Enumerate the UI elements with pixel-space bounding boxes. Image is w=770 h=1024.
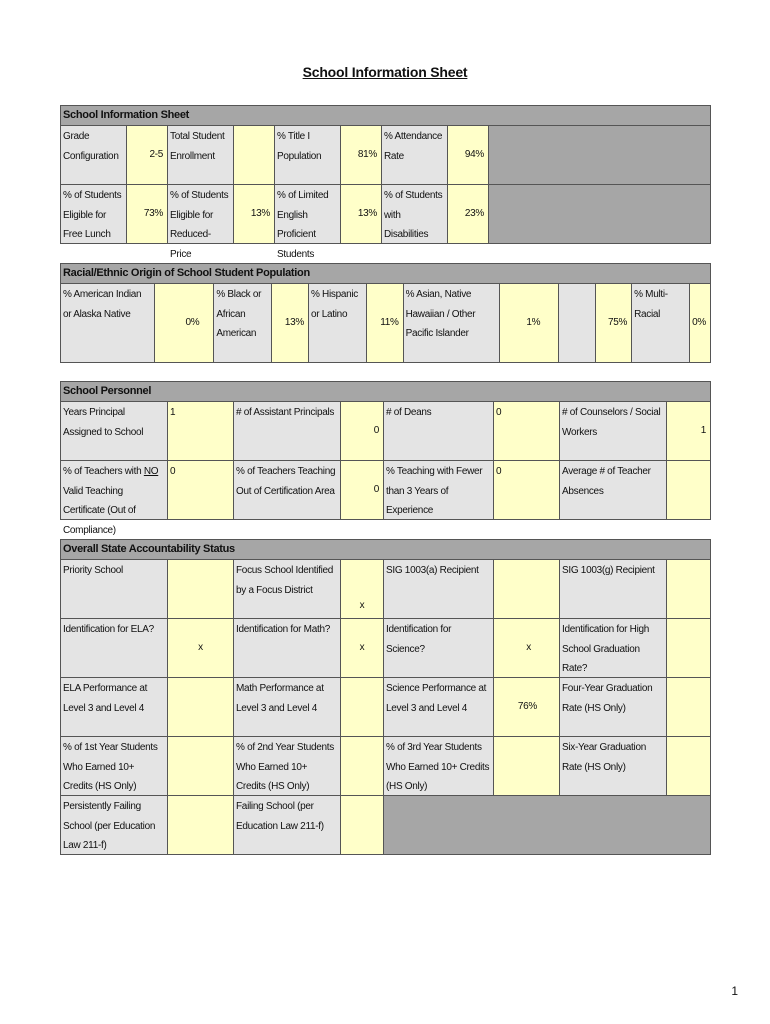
label-emphasis: NO bbox=[143, 466, 159, 477]
principal-years-value[interactable]: 1 bbox=[168, 402, 234, 460]
no-valid-cert-label bbox=[61, 461, 168, 536]
label-text: % of Teachers with bbox=[63, 466, 144, 477]
science-performance-label: Science Performance at Level 3 and Level 4 bbox=[384, 678, 494, 736]
accountability-section bbox=[60, 539, 711, 855]
table-row bbox=[61, 619, 710, 678]
disabilities-value[interactable]: 23% bbox=[448, 185, 489, 243]
personnel-section bbox=[60, 381, 711, 536]
black-label: % Black or African American bbox=[214, 284, 272, 362]
table-row bbox=[61, 560, 710, 619]
table-row bbox=[61, 461, 710, 536]
reduced-price-label: % of Students Eligible for Reduced-Price bbox=[168, 185, 234, 243]
reduced-price-value[interactable]: 13% bbox=[234, 185, 275, 243]
table-row bbox=[61, 185, 710, 260]
hispanic-label: % Hispanic or Latino bbox=[309, 284, 367, 362]
assistant-principals-value[interactable]: 0 bbox=[341, 402, 384, 460]
document-title: School Information Sheet bbox=[302, 64, 468, 80]
table-row bbox=[61, 737, 710, 796]
third-year-credits-label: % of 3rd Year Students Who Earned 10+ Credits (HS Only) bbox=[384, 737, 494, 795]
third-year-credits-value[interactable] bbox=[494, 737, 560, 795]
fewer-than-3-label: % Teaching with Fewer than 3 Years of Experience bbox=[384, 461, 494, 519]
science-performance-value[interactable]: 76% bbox=[494, 678, 560, 736]
lep-label: % of Limited English Proficient Students bbox=[275, 185, 341, 243]
section-header: Racial/Ethnic Origin of School Student Population bbox=[61, 264, 710, 284]
ela-performance-label: ELA Performance at Level 3 and Level 4 bbox=[61, 678, 168, 736]
principal-years-label: Years Principal Assigned to School bbox=[61, 402, 168, 460]
sig-a-label: SIG 1003(a) Recipient bbox=[384, 560, 494, 618]
section-header: Overall State Accountability Status bbox=[61, 540, 710, 560]
priority-school-label: Priority School bbox=[61, 560, 168, 618]
six-year-grad-label: Six-Year Graduation Rate (HS Only) bbox=[560, 737, 667, 795]
persistently-failing-value[interactable] bbox=[168, 796, 234, 854]
asian-value[interactable]: 1% bbox=[500, 284, 559, 362]
counselors-value[interactable]: 1 bbox=[667, 402, 710, 460]
page-number: 1 bbox=[731, 984, 738, 998]
section-header: School Personnel bbox=[61, 382, 710, 402]
math-performance-value[interactable] bbox=[341, 678, 384, 736]
no-valid-cert-value[interactable]: 0 bbox=[168, 461, 234, 519]
six-year-grad-value[interactable] bbox=[667, 737, 710, 795]
white-label bbox=[559, 284, 595, 362]
first-year-credits-label: % of 1st Year Students Who Earned 10+ Credits (HS Only) bbox=[61, 737, 168, 795]
white-value[interactable]: 75% bbox=[596, 284, 633, 362]
enrollment-value[interactable] bbox=[234, 126, 275, 184]
four-year-grad-label: Four-Year Graduation Rate (HS Only) bbox=[560, 678, 667, 736]
out-of-cert-value[interactable]: 0 bbox=[341, 461, 384, 519]
attendance-value[interactable]: 94% bbox=[448, 126, 489, 184]
lep-value[interactable]: 13% bbox=[341, 185, 382, 243]
title1-label: % Title I Population bbox=[275, 126, 341, 184]
ela-id-label: Identification for ELA? bbox=[61, 619, 168, 677]
grade-value[interactable]: 2-5 bbox=[127, 126, 168, 184]
free-lunch-value[interactable]: 73% bbox=[127, 185, 168, 243]
blocked-cell bbox=[384, 796, 710, 854]
counselors-label: # of Counselors / Social Workers bbox=[560, 402, 667, 460]
school-info-section bbox=[60, 105, 711, 260]
section-header: School Information Sheet bbox=[61, 106, 710, 126]
grad-rate-id-value[interactable] bbox=[667, 619, 710, 677]
teacher-absences-value[interactable] bbox=[667, 461, 710, 519]
table-row bbox=[61, 678, 710, 737]
free-lunch-label: % of Students Eligible for Free Lunch bbox=[61, 185, 127, 243]
deans-label: # of Deans bbox=[384, 402, 494, 460]
failing-school-label: Failing School (per Education Law 211-f) bbox=[234, 796, 341, 854]
sig-a-value[interactable] bbox=[494, 560, 560, 618]
second-year-credits-value[interactable] bbox=[341, 737, 384, 795]
table-row bbox=[61, 126, 710, 185]
blocked-cell bbox=[489, 126, 710, 184]
teacher-absences-label: Average # of Teacher Absences bbox=[560, 461, 667, 519]
math-performance-label: Math Performance at Level 3 and Level 4 bbox=[234, 678, 341, 736]
focus-school-label: Focus School Identified by a Focus District bbox=[234, 560, 341, 618]
science-id-value[interactable]: x bbox=[494, 619, 560, 677]
four-year-grad-value[interactable] bbox=[667, 678, 710, 736]
math-id-value[interactable]: x bbox=[341, 619, 384, 677]
table-row bbox=[61, 796, 710, 854]
science-id-label: Identification for Science? bbox=[384, 619, 494, 677]
math-id-label: Identification for Math? bbox=[234, 619, 341, 677]
race-ethnicity-section bbox=[60, 263, 711, 363]
priority-school-value[interactable] bbox=[168, 560, 234, 618]
blocked-cell bbox=[489, 185, 710, 243]
asian-label: % Asian, Native Hawaiian / Other Pacific Islander bbox=[404, 284, 500, 362]
title1-value[interactable]: 81% bbox=[341, 126, 382, 184]
persistently-failing-label: Persistently Failing School (per Education Law 211-f) bbox=[61, 796, 168, 854]
enrollment-label: Total Student Enrollment bbox=[168, 126, 234, 184]
second-year-credits-label: % of 2nd Year Students Who Earned 10+ Credits (HS Only) bbox=[234, 737, 341, 795]
black-value[interactable]: 13% bbox=[272, 284, 309, 362]
multi-racial-value[interactable]: 0% bbox=[690, 284, 710, 362]
american-indian-label: % American Indian or Alaska Native bbox=[61, 284, 155, 362]
first-year-credits-value[interactable] bbox=[168, 737, 234, 795]
disabilities-label: % of Students with Disabilities bbox=[382, 185, 448, 243]
deans-value[interactable]: 0 bbox=[494, 402, 560, 460]
hispanic-value[interactable]: 11% bbox=[367, 284, 404, 362]
table-row bbox=[61, 284, 710, 362]
fewer-than-3-value[interactable]: 0 bbox=[494, 461, 560, 519]
grade-label: Grade Configuration bbox=[61, 126, 127, 184]
american-indian-value[interactable]: 0% bbox=[155, 284, 215, 362]
table-row bbox=[61, 402, 710, 461]
out-of-cert-label: % of Teachers Teaching Out of Certification Area bbox=[234, 461, 341, 519]
ela-performance-value[interactable] bbox=[168, 678, 234, 736]
sig-g-label: SIG 1003(g) Recipient bbox=[560, 560, 667, 618]
attendance-label: % Attendance Rate bbox=[382, 126, 448, 184]
grad-rate-id-label: Identification for High School Graduation Rate? bbox=[560, 619, 667, 677]
assistant-principals-label: # of Assistant Principals bbox=[234, 402, 341, 460]
multi-racial-label: % Multi-Racial bbox=[632, 284, 690, 362]
failing-school-value[interactable] bbox=[341, 796, 384, 854]
sig-g-value[interactable] bbox=[667, 560, 710, 618]
ela-id-value[interactable]: x bbox=[168, 619, 234, 677]
focus-school-value[interactable]: x bbox=[341, 560, 384, 618]
label-text: Valid Teaching Certificate (Out of Compliance) bbox=[63, 485, 136, 536]
